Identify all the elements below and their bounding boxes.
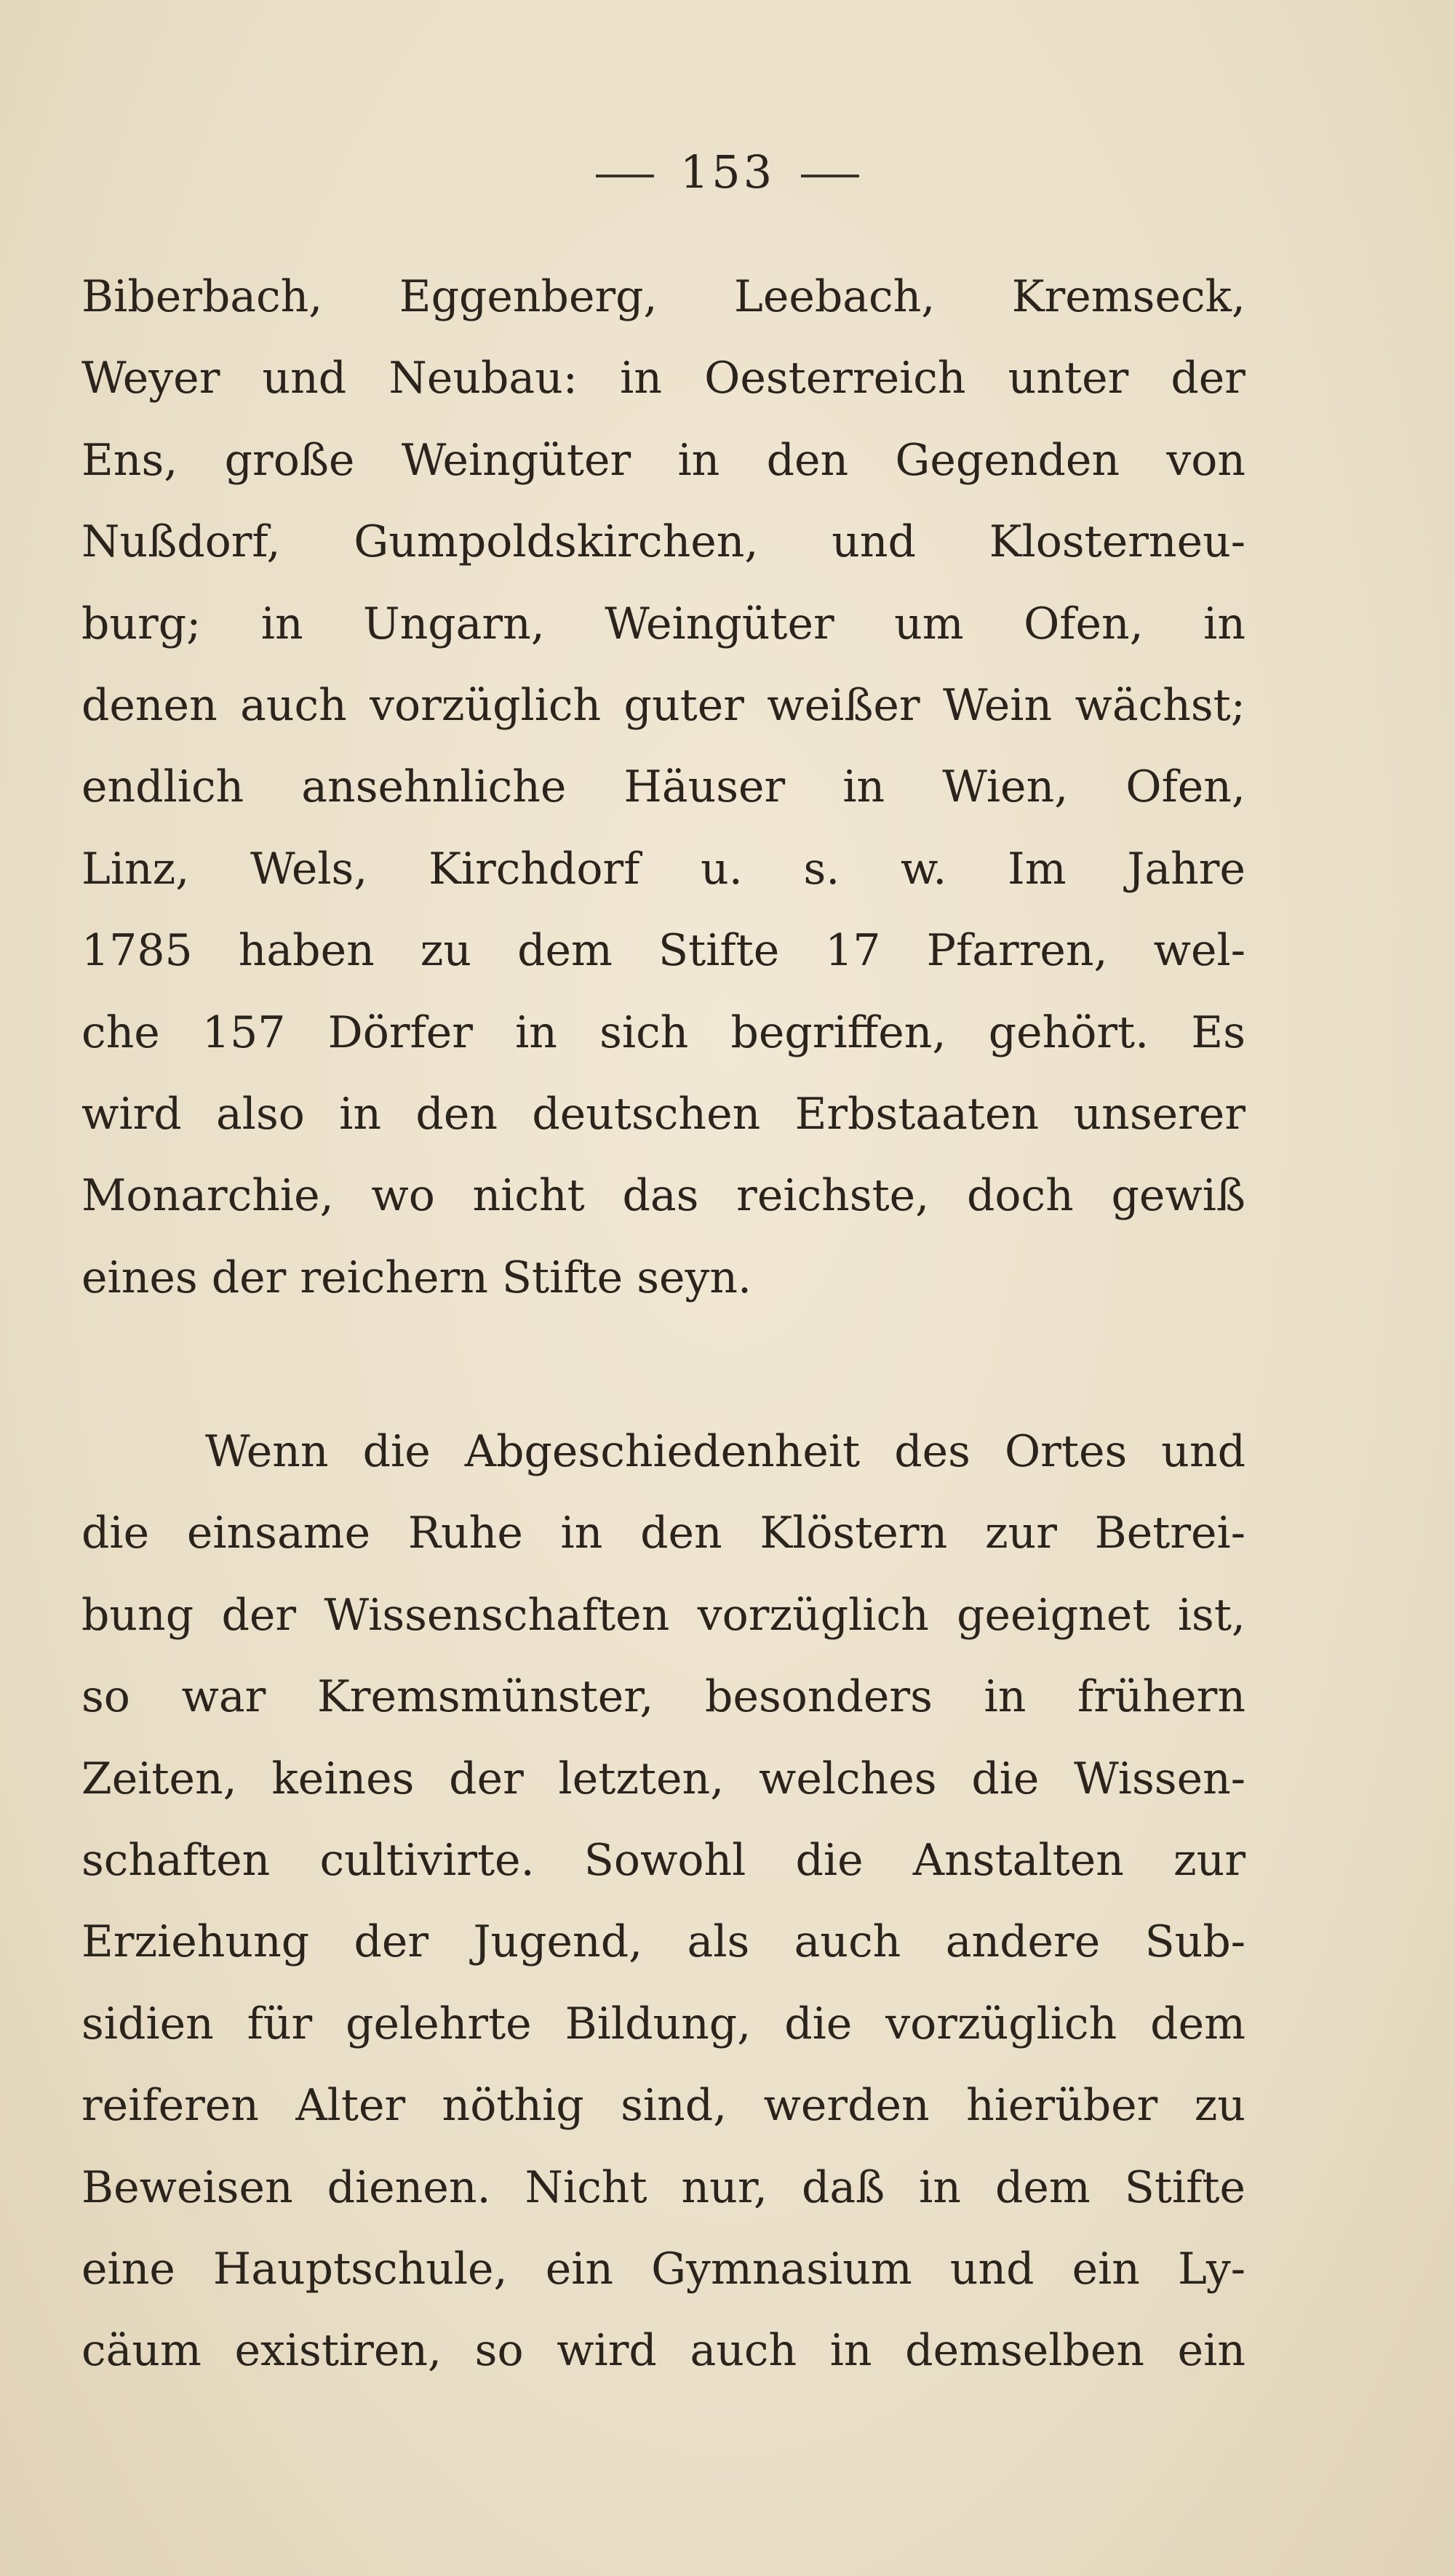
page-header <box>0 145 1455 199</box>
page-number: 153 <box>679 145 776 199</box>
text-line: die einsame Ruhe in den Klöstern zur Betrei- <box>81 1508 1245 1559</box>
text-line: Zeiten, keines der letzten, welches die Wissen- <box>81 1753 1245 1804</box>
text-line: bung der Wissenschaften vorzüglich geeignet ist, <box>81 1589 1245 1641</box>
text-line: reiferen Alter nöthig sind, werden hierüber zu <box>81 2080 1245 2132</box>
text-line: Ens, große Weingüter in den Gegenden von <box>81 434 1245 486</box>
header-dash-right <box>801 175 859 177</box>
text-line: che 157 Dörfer in sich begriffen, gehört. Es <box>81 1007 1245 1058</box>
text-line: Linz, Wels, Kirchdorf u. s. w. Im Jahre <box>81 843 1245 895</box>
text-line: eines der reichern Stifte seyn. <box>81 1252 752 1303</box>
text-line: endlich ansehnliche Häuser in Wien, Ofen, <box>81 761 1245 813</box>
text-line: so war Kremsmünster, besonders in frühern <box>81 1671 1245 1723</box>
text-line: sidien für gelehrte Bildung, die vorzüglich dem <box>81 1998 1245 2049</box>
text-line: cäum existiren, so wird auch in demselben ein <box>81 2325 1245 2377</box>
text-line: wird also in den deutschen Erbstaaten unserer <box>81 1088 1245 1140</box>
text-line: 1785 haben zu dem Stifte 17 Pfarren, wel- <box>81 925 1245 977</box>
text-line: Nußdorf, Gumpoldskirchen, und Klosterneu- <box>81 516 1245 568</box>
text-line: schaften cultivirte. Sowohl die Anstalten zur <box>81 1834 1245 1886</box>
text-line: denen auch vorzüglich guter weißer Wein wächst; <box>81 679 1245 731</box>
paragraph-1 <box>81 256 1245 1319</box>
header-dash-left <box>596 175 654 177</box>
text-line: Wenn die Abgeschiedenheit des Ortes und <box>205 1426 1245 1477</box>
text-line: burg; in Ungarn, Weingüter um Ofen, in <box>81 598 1245 649</box>
text-line: Biberbach, Eggenberg, Leebach, Kremseck, <box>81 271 1245 322</box>
text-line: eine Hauptschule, ein Gymnasium und ein Ly- <box>81 2243 1245 2295</box>
text-line: Monarchie, wo nicht das reichste, doch gewiß <box>81 1170 1245 1222</box>
paragraph-2 <box>81 1411 1245 2392</box>
text-line: Erziehung der Jugend, als auch andere Sub- <box>81 1916 1245 1968</box>
text-line: Beweisen dienen. Nicht nur, daß in dem Stifte <box>81 2161 1245 2213</box>
text-line: Weyer und Neubau: in Oesterreich unter der <box>81 353 1245 404</box>
